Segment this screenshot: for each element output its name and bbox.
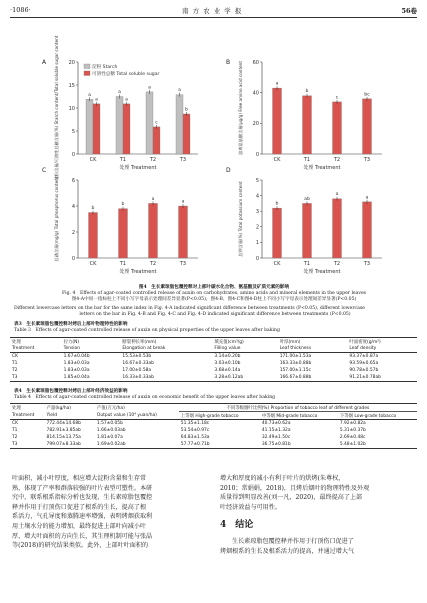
- table-cell: T2: [12, 435, 18, 440]
- bar: [116, 97, 123, 155]
- body-right-column: [220, 474, 416, 512]
- legend-swatch: [84, 64, 90, 69]
- significance-label: a: [88, 92, 91, 98]
- significance-label: b: [91, 206, 95, 211]
- y-axis-label: 总钾含量(%) Total potassium content: [238, 181, 243, 257]
- table3-title: [14, 322, 280, 334]
- table-cell: 772.44±14.68b: [46, 421, 81, 426]
- table-cell: 16.67±0.33ab: [122, 361, 154, 366]
- table3-header-cell: Leaf thickness: [279, 346, 312, 351]
- table3-header-cell: 处理: [12, 339, 21, 345]
- x-axis-label: 处理 Treatment: [119, 165, 157, 171]
- bar: [273, 208, 282, 258]
- body-line: 质量得到明显改善(刘一凡，2020)，最终提高了上部: [220, 494, 363, 502]
- significance-label: b: [121, 202, 125, 208]
- table4-header-cn: [10, 404, 417, 412]
- significance-label: c: [335, 95, 339, 101]
- x-tick-label: T2: [149, 261, 157, 267]
- table-cell: 16.33±0.33ab: [122, 375, 154, 380]
- bar: [176, 95, 183, 154]
- table4-header-cell: Output value (10⁴ yuan/ha): [96, 412, 157, 418]
- significance-label: a: [275, 81, 279, 87]
- y-tick-label: 2: [255, 224, 259, 231]
- table-row: [10, 374, 417, 382]
- significance-label: a: [148, 85, 151, 91]
- table-cell: T3: [12, 442, 18, 447]
- table-row: [10, 434, 417, 441]
- significance-label: ab: [304, 196, 310, 202]
- x-tick-label: T2: [333, 261, 341, 267]
- y-tick-label: 0: [255, 255, 259, 262]
- x-tick-label: T1: [303, 157, 311, 163]
- bar: [273, 88, 282, 154]
- caption-note-en-1: Different lowercase letters on the bar for the same index in Fig. 4-A indicated significant difference between treatments (P<0.05), different lowercase: [14, 306, 365, 311]
- table3: [10, 338, 417, 382]
- page-number: ·1086·: [10, 6, 31, 14]
- x-tick-label: CK: [89, 261, 97, 267]
- caption-note-cn: 图4-A中同一指标柱上不同小写字母表示处理间差异显著(P<0.05)，图4-B、图4-C和图4-D柱上不同小写字母表示处理间差异显著(P<0.05): [71, 297, 357, 302]
- table-cell: T1: [12, 361, 18, 366]
- legend-label: 可溶性总糖 Total soluble sugar: [92, 72, 160, 77]
- table-cell: 163.33±0.88b: [279, 361, 312, 366]
- x-axis-label: 处理 Treatment: [303, 165, 341, 171]
- body-line: 厚，增大叶面积的方向生长，其生理机制可能与张晶: [12, 532, 153, 540]
- table4-header-cell: Treatment: [12, 412, 35, 418]
- body-line: 系活力，气孔导度和蒸腾速率增强，表明烤烟获取利: [12, 513, 153, 521]
- table3-header-cn: [10, 338, 417, 345]
- bar: [183, 114, 190, 154]
- body-line: 熟，体现了产率和群落较强的叶片表型可塑性。本研: [12, 484, 153, 492]
- table-cell: 7.92±0.82a: [339, 421, 366, 426]
- table-cell: 1.81±0.07a: [96, 435, 123, 440]
- x-tick-label: T2: [149, 157, 157, 163]
- panel-letter: A: [42, 59, 47, 66]
- bar: [86, 99, 93, 154]
- significance-label: a: [181, 199, 185, 205]
- y-tick-label: 40: [252, 90, 259, 97]
- panel-letter: D: [226, 167, 231, 174]
- table4-title-en: Table 4 Effects of agar-coated controlled release of auxin on economic benefit of the upper leaves after baking: [14, 395, 276, 400]
- table-cell: 1.69±0.02ab: [96, 442, 126, 447]
- table-row: [10, 367, 417, 374]
- y-axis-label: 淀粉含量/可溶性总糖含量(%) Starch content/Total soluble sugar content: [54, 35, 59, 181]
- y-tick-label: 4: [71, 203, 75, 210]
- y-tick-label: 3: [255, 209, 259, 215]
- table4-header-en: [10, 412, 417, 420]
- table4-header-cell: 中等烟 Mid-grade tobacco: [261, 413, 318, 419]
- volume-label: 56卷: [401, 7, 417, 15]
- table3-header-cell: 拉力(N): [63, 339, 80, 345]
- table-cell: 17.00±0.58a: [122, 368, 152, 373]
- bar: [303, 203, 312, 258]
- figure-4: [0, 20, 427, 282]
- x-tick-label: CK: [273, 157, 281, 163]
- x-tick-label: T1: [119, 157, 127, 163]
- table-cell: 1.66±0.03ab: [96, 428, 126, 433]
- significance-label: a: [335, 192, 339, 198]
- table3-header-cell: Filling value: [214, 346, 241, 351]
- table-cell: 799.07±8.33ab: [46, 442, 81, 447]
- table-cell: 5.48±1.02b: [339, 442, 366, 447]
- x-axis-label: 处理 Treatment: [119, 269, 157, 275]
- significance-label: a: [151, 196, 155, 202]
- y-tick-label: 10: [68, 105, 75, 112]
- y-tick-label: 5: [255, 177, 259, 184]
- panel-letter: B: [226, 59, 231, 66]
- header-rule: [10, 17, 417, 18]
- y-tick-label: 20: [68, 59, 75, 66]
- table4: [10, 404, 417, 449]
- table-row: [10, 353, 417, 361]
- significance-label: a: [118, 90, 121, 95]
- body-line: 叶经济效益与可用性。: [220, 503, 281, 511]
- body-line: 2010；常娟娟，2018)，且烤后烟叶的物理特性及外观: [220, 484, 370, 492]
- table-cell: CK: [12, 354, 18, 359]
- table4-header-cell: 处理: [12, 405, 21, 411]
- table3-header-cell: 叶厚(mm): [279, 339, 301, 345]
- table-cell: 93.59±0.65a: [349, 361, 379, 366]
- legend-swatch: [84, 71, 90, 76]
- significance-label: bc: [364, 92, 370, 98]
- table3-header-cell: Treatment: [12, 346, 35, 351]
- significance-label: b: [275, 201, 279, 207]
- table-cell: T3: [12, 375, 18, 380]
- bar: [123, 104, 130, 154]
- y-tick-label: 6: [71, 177, 75, 184]
- table-cell: 64.83±1.53a: [180, 435, 210, 440]
- bar: [363, 202, 372, 258]
- table-cell: T2: [12, 368, 18, 373]
- table4-header-cell: Yield: [46, 412, 57, 418]
- table-cell: 15.53±0.53b: [122, 354, 152, 359]
- table4-header-cell: 不同等级烟叶比例(%) Proportion of tobacco leaf of different grades: [179, 404, 417, 412]
- x-tick-label: T3: [179, 157, 187, 163]
- table-cell: 91.21±0.78ab: [349, 375, 381, 380]
- table4-header-cell: 上等烟 High-grade tobacco: [180, 413, 239, 419]
- table-cell: 53.54±0.97c: [180, 428, 210, 433]
- body-line: 叶面积，减小叶厚度，相应增大淀粉含量和生存常: [12, 475, 147, 482]
- bar: [179, 206, 188, 258]
- journal-title: 南 方 农 业 学 报: [182, 7, 243, 15]
- table4-title: [14, 389, 275, 401]
- table4-header-cell: 产值(万元/ha): [96, 405, 125, 411]
- y-tick-label: 0: [255, 151, 259, 158]
- x-tick-label: T3: [363, 157, 371, 163]
- y-tick-label: 1: [255, 240, 259, 247]
- y-axis-label: 总磷含量(mg/g) Total phosphorus content: [54, 176, 59, 262]
- table-cell: 93.37±0.87a: [349, 354, 379, 359]
- table3-header-cell: Elongation at break: [122, 346, 166, 351]
- table-cell: 2.69±0.48c: [339, 435, 366, 440]
- table-cell: 3.14±0.20b: [214, 354, 241, 359]
- table-row: [10, 360, 417, 367]
- table3-header-cell: Tension: [63, 346, 80, 351]
- table-cell: 3.28±0.12ab: [214, 375, 244, 380]
- significance-label: a: [95, 97, 98, 103]
- y-tick-label: 4: [255, 193, 259, 200]
- significance-label: c: [155, 120, 158, 126]
- table3-header-cell: Leaf density: [349, 346, 377, 351]
- body-line: 究中，联系根系指标分析也发现，生长素琼脂包覆控: [12, 494, 153, 502]
- table4-header-cell: 产量(kg/ha): [46, 405, 72, 411]
- x-tick-label: T1: [119, 261, 127, 267]
- y-axis-label: 游离氨基酸含量(μg/g) Free amino acid content: [238, 61, 243, 155]
- bar: [363, 99, 372, 154]
- bar: [333, 102, 342, 154]
- bar: [333, 199, 342, 258]
- panel-letter: C: [42, 167, 47, 174]
- table-cell: 166.67±0.88b: [279, 375, 312, 380]
- bar: [93, 104, 100, 154]
- y-tick-label: 15: [68, 82, 75, 89]
- bar: [146, 92, 153, 154]
- table3-header-cell: 填充值(cm³/g): [214, 339, 244, 345]
- legend-label: 淀粉 Starch: [92, 65, 118, 70]
- body-line: 释并作用于打顶伤口促进了根系的生长，提高了根: [12, 503, 147, 511]
- table-cell: 1.57±0.05b: [96, 421, 123, 426]
- table-cell: 1.83±0.03a: [63, 361, 90, 366]
- x-tick-label: T2: [333, 157, 341, 163]
- table-cell: 41.15±1.32a: [261, 428, 291, 433]
- y-tick-label: 0: [71, 151, 75, 158]
- table-cell: 1.83±0.03a: [63, 368, 90, 373]
- bar: [153, 127, 160, 154]
- table-cell: 157.00±1.15c: [279, 368, 311, 373]
- body-left-column: [12, 474, 208, 551]
- table-cell: 36.75±0.81b: [261, 442, 291, 447]
- table-row: [10, 427, 417, 434]
- table-cell: 3.68±0.14a: [214, 368, 241, 373]
- table-cell: 40.73±0.62a: [261, 421, 291, 426]
- y-tick-label: 60: [252, 59, 259, 66]
- significance-label: a: [125, 97, 128, 103]
- body-line: 等(2018)的研究结果类似。此外，上部叶叶面积的: [12, 542, 149, 550]
- table-cell: 57.77±0.71b: [180, 442, 210, 447]
- table3-title-en: Table 3 Effects of agar-coated controlled release of auxin on physical properties of the upper leaves after baking: [14, 328, 280, 333]
- x-tick-label: CK: [89, 157, 97, 163]
- table3-header-en: [10, 345, 417, 353]
- table-row: [10, 420, 417, 428]
- significance-label: b: [185, 107, 188, 113]
- significance-label: a: [365, 195, 369, 201]
- table-cell: 32.49±1.50c: [261, 435, 291, 440]
- caption-note-en: [14, 306, 416, 318]
- table3-header-cell: 断裂伸长率(mm): [122, 339, 157, 345]
- x-tick-label: CK: [273, 261, 281, 267]
- x-axis-label: 处理 Treatment: [303, 269, 341, 275]
- significance-label: a: [178, 88, 181, 94]
- table-cell: 3.03±0.10b: [214, 361, 241, 366]
- table-row: [10, 441, 417, 449]
- table-cell: 5.31±0.37b: [339, 428, 366, 433]
- bar: [89, 213, 98, 259]
- table-cell: 1.67±0.04b: [63, 354, 90, 359]
- caption-note-en-2: letters on the bar in Fig. 4-B and Fig. 4-C and Fig. 4-D indicated significant difference between treatments (P<0.05): [79, 312, 351, 317]
- body-line: 烤烟根系的生长及根系活力的提高，并通过增大气: [220, 547, 355, 555]
- table-cell: T1: [12, 428, 18, 433]
- body-line: 用土壤水分的能力增加，最终促进上部叶向减小叶: [12, 522, 147, 530]
- body-line: 生长素琼脂包覆控释并作用于打顶伤口促进了: [232, 538, 354, 545]
- bar: [119, 209, 128, 258]
- table3-title-cn: 表3 生长素琼脂包覆控释对烤后上部叶物理特性的影响: [14, 322, 128, 327]
- table-cell: 814.15±13.75a: [46, 435, 81, 440]
- x-tick-label: T1: [303, 261, 311, 267]
- table-cell: 782.91±3.85ab: [46, 428, 81, 433]
- table3-header-cell: 叶面密度(g/m²): [349, 339, 381, 345]
- body-line: 增大和厚度的减小有利于叶片的烘烤(朱尊权，: [220, 475, 345, 482]
- table-cell: 90.78±0.57b: [349, 368, 379, 373]
- table-cell: 171.00±1.53a: [279, 354, 312, 359]
- significance-label: b: [305, 89, 309, 95]
- section-heading: 4 结论: [220, 520, 254, 530]
- x-tick-label: T3: [363, 261, 371, 267]
- body-right-column-2: [220, 537, 416, 556]
- table4-title-cn: 表4 生长素琼脂包覆控释对烤后上部叶经济效益的影响: [14, 389, 128, 394]
- y-tick-label: 0: [71, 255, 75, 262]
- y-tick-label: 2: [71, 229, 75, 236]
- caption-en: Fig. 4 Effects of agar-coated controlled release of auxin on carbohydrates, amino acids and mineral elements in the upper leaves: [61, 291, 367, 296]
- table-cell: 51.35±1.18c: [180, 421, 210, 426]
- caption-cn: 图4 生长素琼脂包覆控释对上部叶碳水化合物、氨基酸及矿质元素的影响: [138, 285, 290, 290]
- y-tick-label: 5: [71, 128, 75, 135]
- x-tick-label: T3: [179, 261, 187, 267]
- table-cell: CK: [12, 421, 18, 426]
- y-tick-label: 20: [252, 121, 259, 128]
- bar: [149, 203, 158, 258]
- bar: [303, 96, 312, 154]
- figure-caption: [14, 285, 414, 303]
- table-cell: 1.85±0.04a: [63, 375, 90, 380]
- table4-header-cell: 下等烟 Low-grade tobacco: [339, 413, 397, 419]
